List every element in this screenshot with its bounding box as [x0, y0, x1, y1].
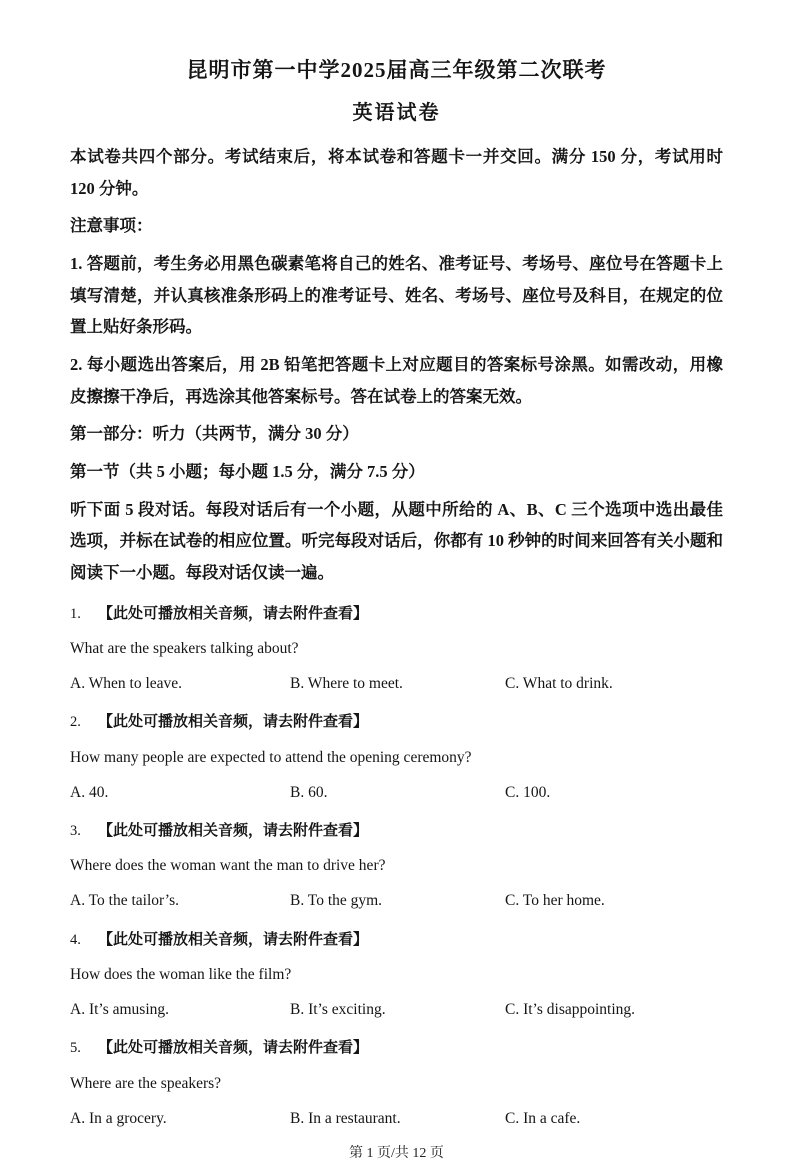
question-3-audio-line [70, 818, 723, 844]
question-4-option-b: B. It’s exciting. [290, 1001, 386, 1019]
question-3-audio-placeholder: 【此处可播放相关音频，请去附件查看】 [98, 822, 369, 839]
question-block-1 [70, 589, 723, 698]
question-5-option-a: A. In a grocery. [70, 1109, 167, 1127]
page-title: 昆明市第一中学2025届高三年级第二次联考 [186, 58, 607, 82]
question-1-number: 1. [70, 605, 81, 622]
notice-item-2: 2. 每小题选出答案后，用 2B 铅笔把答题卡上对应题目的答案标号涂黑。如需改动，用橡皮擦擦干净后，再选涂其他答案标号。答在试卷上的答案无效。 [70, 355, 723, 406]
question-5-option-c: C. In a cafe. [505, 1109, 581, 1127]
notice-heading: 注意事项： [70, 216, 153, 236]
question-5-text: Where are the speakers? [70, 1074, 222, 1092]
question-1-option-c: C. What to drink. [505, 675, 613, 693]
question-block-4 [70, 915, 723, 1024]
question-1-options [70, 670, 723, 697]
question-2-text: How many people are expected to attend the opening ceremony? [70, 748, 472, 766]
question-3-options [70, 887, 723, 914]
notice-item-1: 1. 答题前，考生务必用黑色碳素笔将自己的姓名、准考证号、考场号、座位号在答题卡上填写清楚，并认真核准条形码上的准考证号、姓名、考场号、座位号及科目，在规定的位置上贴好条形码。 [70, 254, 723, 337]
question-block-2 [70, 697, 723, 806]
question-3-option-b: B. To the gym. [290, 892, 383, 910]
question-2-option-a: A. 40. [70, 783, 109, 801]
question-4-options [70, 996, 723, 1023]
question-5-audio-placeholder: 【此处可播放相关音频，请去附件查看】 [98, 1040, 369, 1057]
question-4-text: How does the woman like the film? [70, 965, 292, 983]
question-2-audio-placeholder: 【此处可播放相关音频，请去附件查看】 [98, 714, 369, 731]
question-3-option-a: A. To the tailor’s. [70, 892, 179, 910]
question-5-audio-line [70, 1035, 723, 1061]
question-2-option-c: C. 100. [505, 783, 551, 801]
question-1-audio-placeholder: 【此处可播放相关音频，请去附件查看】 [98, 605, 369, 622]
question-4-option-a: A. It’s amusing. [70, 1001, 170, 1019]
question-5-option-b: B. In a restaurant. [290, 1109, 401, 1127]
question-3-option-c: C. To her home. [505, 892, 605, 910]
question-3-number: 3. [70, 822, 81, 839]
section1-instructions: 听下面 5 段对话。每段对话后有一个小题，从题中所给的 A、B、C 三个选项中选出最佳选项，并标在试卷的相应位置。听完每段对话后，你都有 10 秒钟的时间来回答有关小题和阅读下一小题。每段对话仅读一遍。 [70, 499, 723, 583]
question-4-audio-line [70, 927, 723, 953]
exam-overview-paragraph: 本试卷共四个部分。考试结束后，将本试卷和答题卡一并交回。满分 150 分，考试用时 120 分钟。 [70, 147, 723, 198]
question-5-options [70, 1105, 723, 1132]
question-1-option-a: A. When to leave. [70, 675, 183, 693]
question-4-audio-placeholder: 【此处可播放相关音频，请去附件查看】 [98, 931, 369, 948]
question-2-option-b: B. 60. [290, 783, 328, 801]
question-2-options [70, 779, 723, 806]
question-2-audio-line [70, 709, 723, 735]
question-block-3 [70, 806, 723, 915]
part1-heading: 第一部分：听力（共两节，满分 30 分） [70, 424, 359, 444]
question-block-5 [70, 1023, 723, 1132]
section1-heading: 第一节（共 5 小题；每小题 1.5 分，满分 7.5 分） [70, 462, 425, 482]
question-4-option-c: C. It’s disappointing. [505, 1001, 636, 1019]
question-5-number: 5. [70, 1040, 81, 1057]
question-4-number: 4. [70, 931, 81, 948]
question-1-option-b: B. Where to meet. [290, 675, 403, 693]
question-2-number: 2. [70, 714, 81, 731]
question-3-text: Where does the woman want the man to drive her? [70, 857, 386, 875]
question-1-text: What are the speakers talking about? [70, 640, 299, 658]
page-subtitle: 英语试卷 [352, 102, 441, 124]
page-number-footer: 第 1 页/共 12 页 [349, 1145, 444, 1161]
question-1-audio-line [70, 601, 723, 627]
